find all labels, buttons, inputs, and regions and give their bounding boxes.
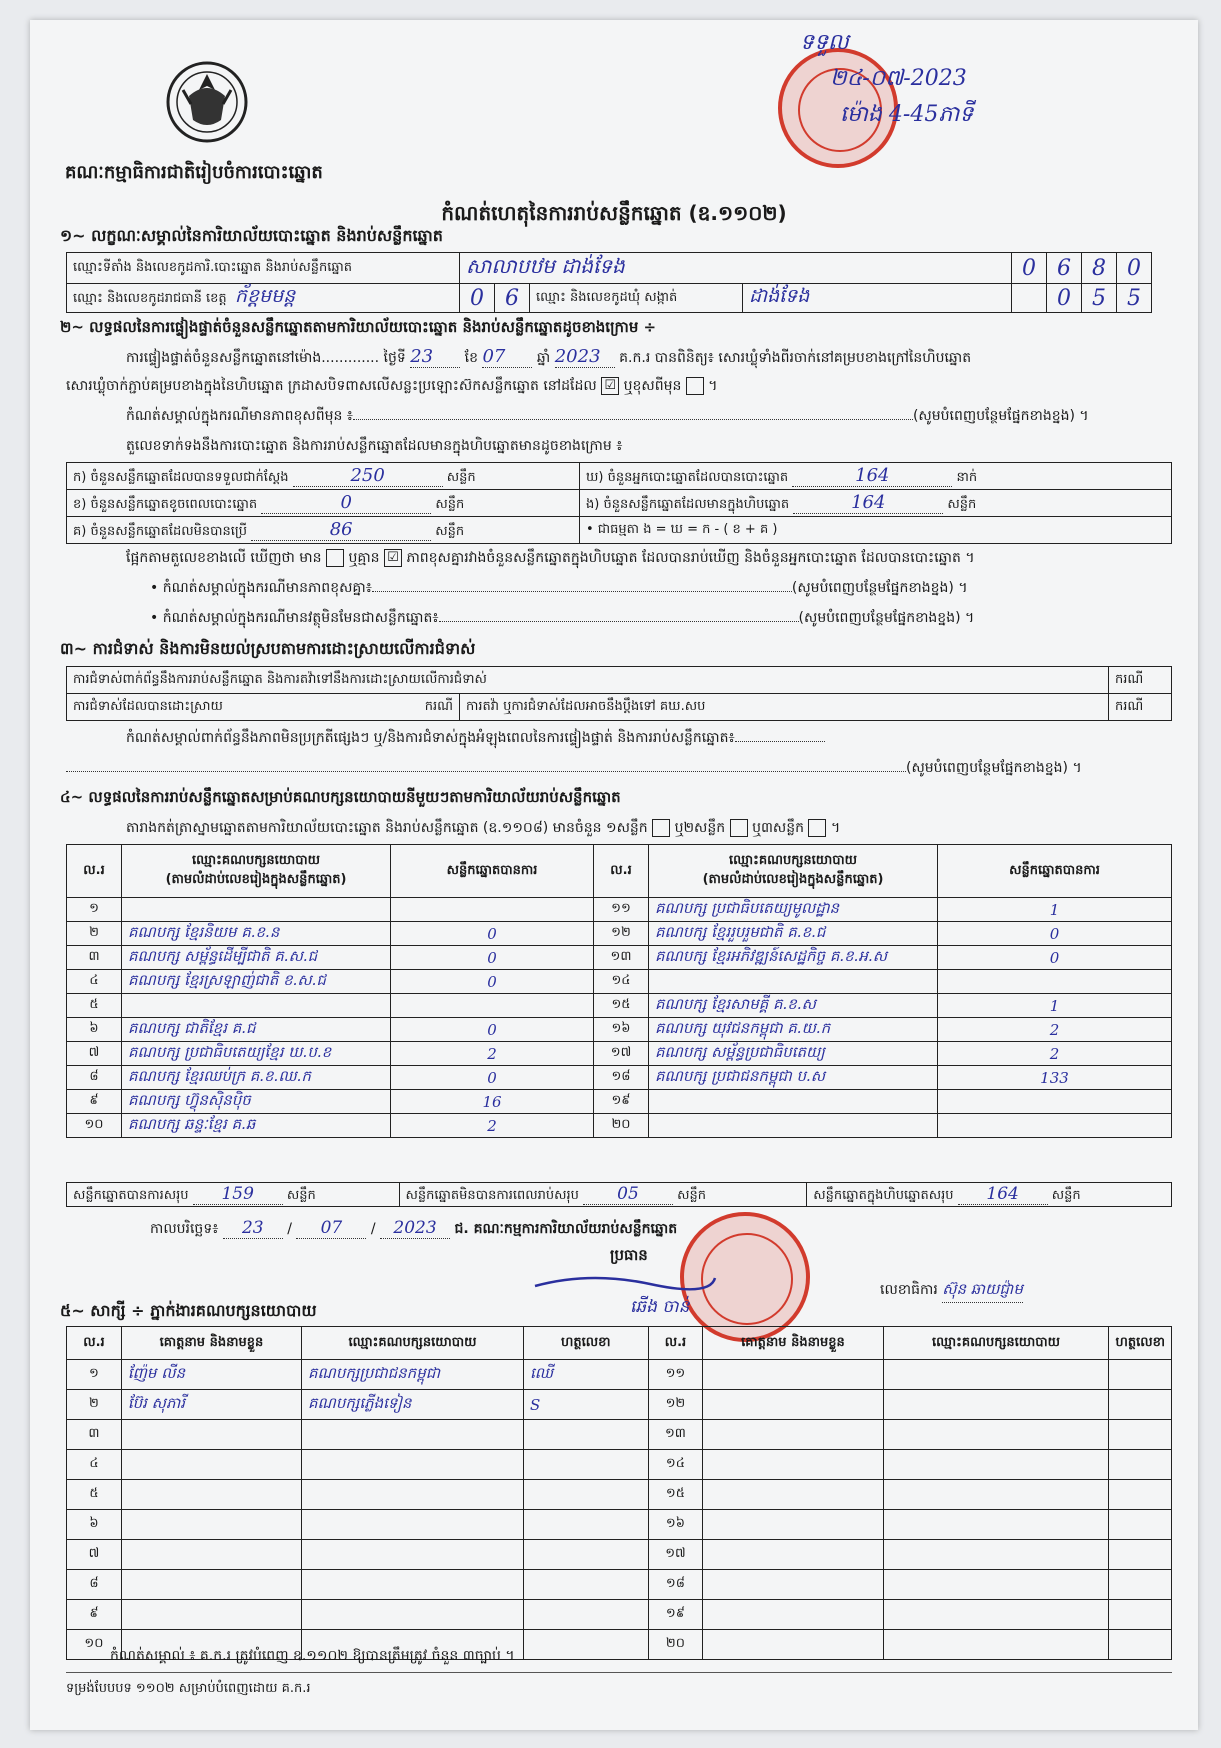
row-number: ៤	[67, 970, 122, 994]
witness-name	[121, 1450, 301, 1480]
received-ballots-value: 250	[293, 465, 443, 487]
province-label: ឈ្មោះ និងលេខកូដរាជធានី ខេត្ត ក័ខ្តមមន្ត	[67, 284, 460, 313]
tally-sheet-line: តារាងកត់ត្រាស្នាមឆ្នោតតាមការិយាល័យបោះឆ្នោត និងរាប់សន្លឹកឆ្នោត (ឧ.១១០៨) មានចំនួន ១សន្លឹក ឬ២សន្លឹក ឬ៣សន្លឹក ។	[126, 820, 841, 836]
province-code-digit: 0	[460, 284, 495, 313]
totals-table	[66, 1182, 1172, 1207]
row-number: ១២	[648, 1390, 703, 1420]
row-number: ២	[67, 1390, 122, 1420]
footer-note: កំណត់សម្គាល់ ៖ គ.ក.រ ត្រូវបំពេញ ឧ.១១០២ ឱ្យបានត្រឹមត្រូវ ចំនួន ៣ច្បាប់ ។	[110, 1648, 515, 1664]
chair-title: ប្រធាន	[610, 1246, 648, 1264]
commune-code-digit: 5	[1117, 284, 1152, 313]
row-number: ១	[67, 1360, 122, 1390]
total-in-box: សន្លឹកឆ្នោតក្នុងហិបឆ្នោតសរុប 164 សន្លឹក	[807, 1183, 1172, 1207]
row-number: ៩	[67, 1600, 122, 1630]
party-result-row	[67, 994, 1172, 1018]
row-number: ៩	[67, 1090, 122, 1114]
witness-row	[67, 1360, 1172, 1390]
witness-name	[703, 1390, 883, 1420]
party-votes: 0	[391, 1018, 594, 1042]
ballot-row: ខ) ចំនួនសន្លឹកឆ្នោតខូចពេលបោះឆ្នោត 0 សន្លឹក ង) ចំនួនសន្លឹកឆ្នោតដែលមានក្នុងហិបឆ្នោត 164 សន្លឹក	[67, 490, 1172, 517]
row-number: ១៦	[648, 1510, 703, 1540]
party-name: គណបក្ស ជាតិខ្មែរ គ.ជ	[122, 1018, 391, 1042]
witness-row	[67, 1420, 1172, 1450]
row-number: ១៨	[594, 1066, 649, 1090]
party-name: គណបក្ស សម្ព័ន្ធប្រជាធិបតេយ្យ	[649, 1042, 938, 1066]
commune-name: ដាង់ទែង	[743, 284, 1012, 313]
footer-divider	[66, 1672, 1172, 1673]
party-name	[649, 1114, 938, 1138]
witness-table: ល.រ គោត្តនាម និងនាមខ្លួន ឈ្មោះគណបក្សនយោបាយ ហត្ថលេខា ល.រ គោត្តនាម និងនាមខ្លួន ឈ្មោះគណបក្សនយោបាយ ហត្ថលេខា ១ ញ៉ែម លីន គណបក្សប្រជាជនកម្ពុជា ឈើ ១១ ២ ប៊ែរ សុភារី គណបក្សភ្លើងទៀន S ១២ ៣ ១៣ ៤ ១៤ ៥ ១៥ ៦ ១៦ ៧ ១៧ ៨ ១៨ ៩ ១៩ ១០ ២០	[66, 1326, 1172, 1660]
witness-signature	[1109, 1570, 1172, 1600]
witness-signature	[523, 1450, 648, 1480]
witness-signature	[1109, 1420, 1172, 1450]
party-name	[122, 898, 391, 922]
objections-table: ការជំទាស់ពាក់ព័ន្ធនឹងការរាប់សន្លឹកឆ្នោត និងការតវ៉ាទៅនឹងការដោះស្រាយលើការជំទាស់ ករណី ការជំទាស់ដែលបានដោះស្រាយ ករណី ការតវ៉ា ឬការជំទាស់ដែលអាចនឹងប្តឹងទៅ គឃ.សប ករណី	[66, 666, 1172, 721]
seal-check-line: សោរឃ្លុំចាក់ភ្ជាប់គម្របខាងក្នុងនៃហិបឆ្នោត ក្រដាសបិទពាសលើសន្លះប្រឡោះស៊កសន្លឹកឆ្នោត នៅដដែល ☑ ឬខុសពីមុន ។	[66, 378, 718, 394]
signing-date-line: កាលបរិច្ឆេទ៖ 23 / 07 / 2023 ជ. គណៈកម្មការការិយាល័យរាប់សន្លឹកឆ្នោត	[150, 1218, 678, 1238]
voters-value: 164	[792, 465, 952, 487]
witness-name	[703, 1510, 883, 1540]
party-votes: 0	[938, 946, 1172, 970]
row-number: ១៩	[648, 1600, 703, 1630]
party-votes: 16	[391, 1090, 594, 1114]
party-name: គណបក្ស ខ្មែរឈប់ក្រ គ.ខ.ឈ.ក	[122, 1066, 391, 1090]
party-votes	[391, 994, 594, 1018]
province-code-digit: 6	[495, 284, 530, 313]
party-name: គណបក្ស ប្រជាធិបតេយ្យខ្មែរ ឃ.ប.ខ	[122, 1042, 391, 1066]
objections-row1: ការជំទាស់ពាក់ព័ន្ធនឹងការរាប់សន្លឹកឆ្នោត និងការតវ៉ាទៅនឹងការដោះស្រាយលើការជំទាស់	[67, 667, 1109, 694]
row-number: ១៤	[648, 1450, 703, 1480]
witness-row	[67, 1450, 1172, 1480]
party-votes: 0	[391, 946, 594, 970]
witness-signature: ឈើ	[523, 1360, 648, 1390]
witness-party	[302, 1570, 524, 1600]
no-diff-checkbox[interactable]: ☑	[384, 549, 402, 567]
witness-signature	[1109, 1390, 1172, 1420]
section5-title: ៥~ សាក្សី ÷ ភ្នាក់ងារគណបក្សនយោបាយ	[60, 1301, 317, 1320]
witness-party	[883, 1630, 1109, 1660]
witness-name	[121, 1510, 301, 1540]
row-number: ១២	[594, 922, 649, 946]
form-title: កំណត់ហេតុនៃការរាប់សន្លឹកឆ្នោត (ឧ.១១០២)	[441, 201, 787, 225]
witness-name	[703, 1360, 883, 1390]
row-number: ៦	[67, 1510, 122, 1540]
party-result-row	[67, 1066, 1172, 1090]
witness-signature: S	[523, 1390, 648, 1420]
has-diff-checkbox[interactable]	[326, 549, 344, 567]
row-number: ៨	[67, 1570, 122, 1600]
witness-party	[302, 1600, 524, 1630]
witness-name	[703, 1540, 883, 1570]
party-votes: 133	[938, 1066, 1172, 1090]
party-votes: 0	[391, 970, 594, 994]
section3-title: ៣~ ការជំទាស់ និងការមិនយល់ស្របតាមការដោះស្រាយលើការជំទាស់	[60, 639, 476, 658]
witness-name	[121, 1480, 301, 1510]
same-checkbox[interactable]: ☑	[601, 377, 619, 395]
party-name: គណបក្ស ប្រជាធិបតេយ្យមូលដ្ឋាន	[649, 898, 938, 922]
witness-party	[883, 1600, 1109, 1630]
ballot-count-table	[66, 462, 1172, 544]
ballots-in-box-value: 164	[793, 492, 943, 514]
witness-party	[883, 1570, 1109, 1600]
witness-name	[703, 1570, 883, 1600]
row-number: ២០	[594, 1114, 649, 1138]
received-time: ម៉ោង 4-45ភាទី	[840, 102, 974, 127]
witness-name	[121, 1420, 301, 1450]
row-number: ២	[67, 922, 122, 946]
party-result-row	[67, 898, 1172, 922]
witness-signature	[1109, 1480, 1172, 1510]
station-code-digit: 0	[1012, 253, 1047, 284]
party-votes: 2	[391, 1042, 594, 1066]
row-number: ១៣	[648, 1420, 703, 1450]
province-name: ក័ខ្តមមន្ត	[234, 285, 296, 307]
party-votes: 0	[391, 922, 594, 946]
witness-party	[883, 1360, 1109, 1390]
party-votes	[938, 1090, 1172, 1114]
row-number: ៤	[67, 1450, 122, 1480]
row-number: ១១	[594, 898, 649, 922]
row-number: ៨	[67, 1066, 122, 1090]
three-sheet-checkbox[interactable]	[808, 819, 826, 837]
party-name: គណបក្ស ហ៊្វុនស៊ិនប៉ិច	[122, 1090, 391, 1114]
witness-signature	[1109, 1630, 1172, 1660]
row-number: ១៣	[594, 946, 649, 970]
commune-code-digit: 5	[1082, 284, 1117, 313]
party-name: គណបក្ស សម្ព័ន្ធដើម្បីជាតិ គ.ស.ជ	[122, 946, 391, 970]
witness-party	[883, 1510, 1109, 1540]
party-results-table: ល.រ ឈ្មោះគណបក្សនយោបាយ (តាមលំដាប់លេខរៀងក្នុងសន្លឹកឆ្នោត) សន្លឹកឆ្នោតបានការ ល.រ ឈ្មោះគណបក្សនយោបាយ (តាមលំដាប់លេខរៀងក្នុងសន្លឹកឆ្នោត) សន្លឹកឆ្នោតបានការ ១ ១១ គណបក្ស ប្រជាធិបតេយ្យមូលដ្ឋាន 1 ២ គណបក្ស ខ្មែរនិយម គ.ខ.ន 0 ១២ គណបក្ស ខ្មែររួបរួមជាតិ គ.ខ.ជ 0 ៣ គណបក្ស សម្ព័ន្ធដើម្បីជាតិ គ.ស.ជ 0 ១៣ គណបក្ស ខ្មែរអភិវឌ្ឍន៍សេដ្ឋកិច្ច គ.ខ.អ.ស 0 ៤ គណបក្ស ខ្មែរស្រឡាញ់ជាតិ ខ.ស.ជ 0 ១៤ ៥ ១៥ គណបក្ស ខ្មែរសាមគ្គី គ.ខ.ស 1 ៦ គណបក្ស ជាតិខ្មែរ គ.ជ 0 ១៦ គណបក្ស យុវជនកម្ពុជា គ.យ.ក 2 ៧ គណបក្ស ប្រជាធិបតេយ្យខ្មែរ ឃ.ប.ខ 2 ១៧ គណបក្ស សម្ព័ន្ធប្រជាធិបតេយ្យ 2 ៨ គណបក្ស ខ្មែរឈប់ក្រ គ.ខ.ឈ.ក 0 ១៨ គណបក្ស ប្រជាជនកម្ពុជា ប.ស 133 ៩ គណបក្ស ហ៊្វុនស៊ិនប៉ិច 16 ១៩ ១០ គណបក្ស ឆន្ទៈខ្មែរ គ.ឆ 2 ២០	[66, 844, 1172, 1138]
party-votes: 0	[391, 1066, 594, 1090]
party-votes: 2	[938, 1018, 1172, 1042]
party-votes	[391, 898, 594, 922]
total-valid: សន្លឹកឆ្នោតបានការសរុប 159 សន្លឹក	[67, 1183, 400, 1207]
nec-emblem-logo	[165, 60, 249, 144]
witness-row	[67, 1480, 1172, 1510]
section2-title: ២~ លទ្ធផលនៃការផ្ទៀងផ្ទាត់ចំនួនសន្លឹកឆ្នោតតាមការិយាល័យបោះឆ្នោត និងរាប់សន្លឹកឆ្នោតដូចខាងក្រោម ÷	[60, 318, 657, 336]
row-number: ៥	[67, 1480, 122, 1510]
witness-party	[302, 1540, 524, 1570]
different-checkbox[interactable]	[686, 377, 704, 395]
commission-name: គណៈកម្មាធិការជាតិរៀបចំការបោះឆ្នោត	[65, 162, 323, 183]
verify-year: 2023	[555, 346, 615, 368]
witness-party	[883, 1540, 1109, 1570]
witness-party	[883, 1450, 1109, 1480]
witness-party	[302, 1450, 524, 1480]
party-name: គណបក្ស យុវជនកម្ពុជា គ.យ.ក	[649, 1018, 938, 1042]
bullet-difference: • កំណត់សម្គាល់ក្នុងករណីមានភាពខុសគ្នា៖ (សូមបំពេញបន្ថែមផ្នែកខាងខ្នង) ។	[150, 580, 968, 596]
party-name: គណបក្ស ខ្មែរសាមគ្គី គ.ខ.ស	[649, 994, 938, 1018]
row-number: ១៥	[594, 994, 649, 1018]
party-votes: 0	[938, 922, 1172, 946]
total-invalid: សន្លឹកឆ្នោតមិនបានការពេលរាប់សរុប 05 សន្លឹក	[399, 1183, 807, 1207]
witness-row	[67, 1570, 1172, 1600]
party-votes: 1	[938, 994, 1172, 1018]
row-number: ១១	[648, 1360, 703, 1390]
witness-signature	[1109, 1450, 1172, 1480]
verification-line: ការផ្ទៀងផ្ទាត់ចំនួនសន្លឹកឆ្នោតនៅម៉ោង............. ថ្ងៃទី 23 ខែ 07 ឆ្នាំ 2023 គ.ក.រ បានពិនិត្យ៖ សោរឃ្លុំទាំងពីរចាក់នៅគម្របខាងក្រៅនៃហិបឆ្នោត	[126, 346, 972, 367]
party-votes: 2	[391, 1114, 594, 1138]
party-result-row	[67, 970, 1172, 994]
secretary-name: ស៊ុន ឆាយជ្ញ៉ាម	[942, 1280, 1023, 1303]
ballot-row: ក) ចំនួនសន្លឹកឆ្នោតដែលបានទទួលជាក់ស្តែង 250 សន្លឹក ឃ) ចំនួនអ្នកបោះឆ្នោតដែលបានបោះឆ្នោត 164 នាក់	[67, 463, 1172, 490]
witness-name: ញ៉ែម លីន	[121, 1360, 301, 1390]
station-code-digit: 8	[1082, 253, 1117, 284]
witness-signature	[523, 1510, 648, 1540]
section4-title: ៤~ លទ្ធផលនៃការរាប់សន្លឹកឆ្នោតសម្រាប់គណបក្សនយោបាយនីមួយៗតាមការិយាល័យរាប់សន្លឹកឆ្នោត	[60, 788, 621, 806]
witness-signature	[523, 1630, 648, 1660]
appeal-objections: ការតវ៉ា ឬការជំទាស់ដែលអាចនឹងប្តឹងទៅ គឃ.សប	[460, 694, 1109, 721]
witness-signature	[523, 1420, 648, 1450]
row-number: ៧	[67, 1540, 122, 1570]
station-code-digit: 0	[1117, 253, 1152, 284]
row-number: ១៤	[594, 970, 649, 994]
witness-party: គណបក្សភ្លើងទៀន	[302, 1390, 524, 1420]
bullet-foreign-objects: • កំណត់សម្គាល់ក្នុងករណីមានវត្ថុមិនមែនជាសន្លឹកឆ្នោត៖ (សូមបំពេញបន្ថែមផ្នែកខាងខ្នង) ។	[150, 610, 975, 626]
witness-signature	[1109, 1510, 1172, 1540]
party-name	[649, 1090, 938, 1114]
row-number: ៦	[67, 1018, 122, 1042]
party-result-row	[67, 922, 1172, 946]
witness-party	[883, 1420, 1109, 1450]
witness-party	[302, 1420, 524, 1450]
witness-party	[302, 1510, 524, 1540]
witness-signature	[523, 1480, 648, 1510]
party-name: គណបក្ស ឆន្ទៈខ្មែរ គ.ឆ	[122, 1114, 391, 1138]
party-name: គណបក្ស ខ្មែរអភិវឌ្ឍន៍សេដ្ឋកិច្ច គ.ខ.អ.ស	[649, 946, 938, 970]
witness-name: ប៊ែរ សុភារី	[121, 1390, 301, 1420]
secretary-line: លេខាធិការ ស៊ុន ឆាយជ្ញ៉ាម	[880, 1280, 1023, 1303]
row-number: ១៧	[648, 1540, 703, 1570]
figures-intro: តួលេខទាក់ទងនឹងការបោះឆ្នោត និងការរាប់សន្លឹកឆ្នោតដែលមានក្នុងហិបឆ្នោតមានដូចខាងក្រោម ៖	[126, 438, 623, 454]
party-name: គណបក្ស ប្រជាជនកម្ពុជា ប.ស	[649, 1066, 938, 1090]
witness-name	[703, 1600, 883, 1630]
sign-year: 2023	[380, 1218, 450, 1239]
witness-party: គណបក្សប្រជាជនកម្ពុជា	[302, 1360, 524, 1390]
witness-party	[302, 1480, 524, 1510]
section1-table	[66, 252, 1152, 313]
row-number: ១៧	[594, 1042, 649, 1066]
witness-name	[703, 1630, 883, 1660]
witness-row	[67, 1600, 1172, 1630]
witness-signature	[523, 1600, 648, 1630]
one-sheet-checkbox[interactable]	[652, 819, 670, 837]
resolved-objections: ការជំទាស់ដែលបានដោះស្រាយ ករណី	[67, 694, 460, 721]
party-name: គណបក្ស ខ្មែរនិយម គ.ខ.ន	[122, 922, 391, 946]
polling-station-label: ឈ្មោះទីតាំង និងលេខកូដការិ.បោះឆ្នោត និងរាប់សន្លឹកឆ្នោត	[67, 253, 460, 284]
witness-row	[67, 1540, 1172, 1570]
document-page	[30, 20, 1198, 1730]
verify-month: 07	[482, 346, 532, 368]
received-date: ២៤-០៧-2023	[830, 66, 967, 91]
witness-row	[67, 1510, 1172, 1540]
sign-month: 07	[296, 1218, 366, 1239]
formula-note: • ជាធម្មតា ង = ឃ = ក - ( ខ + គ )	[580, 517, 1172, 544]
witness-row	[67, 1390, 1172, 1420]
sign-day: 23	[223, 1218, 283, 1239]
party-result-row	[67, 1090, 1172, 1114]
party-name	[649, 970, 938, 994]
row-number: ៣	[67, 1420, 122, 1450]
irregularity-note: កំណត់សម្គាល់ពាក់ព័ន្ធនឹងភាពមិនប្រក្រតីផ្សេងៗ ឬ/និងការជំទាស់ក្នុងអំឡុងពេលនៃការផ្ទៀងផ្ទាត់ និងការរាប់សន្លឹកឆ្នោត៖	[126, 728, 1166, 749]
commune-code-digit: 0	[1047, 284, 1082, 313]
row-number: ៣	[67, 946, 122, 970]
party-name: គណបក្ស ខ្មែររួបរួមជាតិ គ.ខ.ជ	[649, 922, 938, 946]
party-result-row	[67, 946, 1172, 970]
witness-name	[121, 1540, 301, 1570]
station-code-digit: 6	[1047, 253, 1082, 284]
witness-party	[883, 1390, 1109, 1420]
form-note: ទម្រង់បែបបទ ១១០២ សម្រាប់បំពេញដោយ គ.ក.រ	[66, 1681, 311, 1696]
row-number: ១០	[67, 1114, 122, 1138]
witness-name	[703, 1480, 883, 1510]
row-number: ១៥	[648, 1480, 703, 1510]
two-sheet-checkbox[interactable]	[730, 819, 748, 837]
polling-station-name: សាលាបឋម ដាង់ទែង	[460, 253, 1012, 284]
verify-day: 23	[410, 346, 460, 368]
party-votes	[938, 1114, 1172, 1138]
witness-name	[121, 1600, 301, 1630]
witness-name	[703, 1450, 883, 1480]
witness-signature	[1109, 1600, 1172, 1630]
row-number: ៥	[67, 994, 122, 1018]
party-votes: 2	[938, 1042, 1172, 1066]
party-name	[122, 994, 391, 1018]
row-number: ១៨	[648, 1570, 703, 1600]
party-name: គណបក្ស ខ្មែរស្រឡាញ់ជាតិ ខ.ស.ជ	[122, 970, 391, 994]
row-number: ១៦	[594, 1018, 649, 1042]
row-number: ១៩	[594, 1090, 649, 1114]
chair-name: ឆើង ចាន់	[630, 1297, 690, 1317]
commune-label: ឈ្មោះ និងលេខកូដឃុំ សង្កាត់	[530, 284, 743, 313]
row-number: ១០	[67, 1630, 122, 1660]
received-label: ទទួល	[800, 30, 849, 55]
party-votes	[938, 970, 1172, 994]
party-result-row	[67, 1042, 1172, 1066]
row-number: ៧	[67, 1042, 122, 1066]
unused-ballots-value: 86	[251, 519, 431, 541]
witness-party	[883, 1480, 1109, 1510]
witness-signature	[1109, 1360, 1172, 1390]
witness-name	[121, 1570, 301, 1600]
witness-signature	[523, 1570, 648, 1600]
difference-note-line: កំណត់សម្គាល់ក្នុងករណីមានភាពខុសពីមុន ៖ (សូមបំពេញបន្ថែមផ្នែកខាងខ្នង) ។	[126, 408, 1089, 424]
row-number: ១	[67, 898, 122, 922]
discrepancy-line: ផ្អែកតាមតួលេខខាងលើ ឃើញថា មាន ឬគ្មាន ☑ ភាពខុសគ្នារវាងចំនួនសន្លឹកឆ្នោតក្នុងហិបឆ្នោត ដែលបានរាប់ឃើញ និងចំនួនអ្នកបោះឆ្នោត ដែលបានបោះឆ្នោត ។	[126, 550, 975, 566]
witness-signature	[523, 1540, 648, 1570]
ballot-row: គ) ចំនួនសន្លឹកឆ្នោតដែលមិនបានប្រើ 86 សន្លឹក • ជាធម្មតា ង = ឃ = ក - ( ខ + គ )	[67, 517, 1172, 544]
section1-title: ១~ លក្ខណៈសម្គាល់នៃការិយាល័យបោះឆ្នោត និងរាប់សន្លឹកឆ្នោត	[60, 226, 443, 245]
party-result-row	[67, 1114, 1172, 1138]
irregularity-note-cont: (សូមបំពេញបន្ថែមផ្នែកខាងខ្នង) ។	[66, 758, 1166, 779]
witness-signature	[1109, 1540, 1172, 1570]
party-result-row	[67, 1018, 1172, 1042]
spoiled-ballots-value: 0	[261, 492, 431, 514]
row-number: ២០	[648, 1630, 703, 1660]
witness-name	[703, 1420, 883, 1450]
party-votes: 1	[938, 898, 1172, 922]
chair-signature	[530, 1266, 720, 1296]
